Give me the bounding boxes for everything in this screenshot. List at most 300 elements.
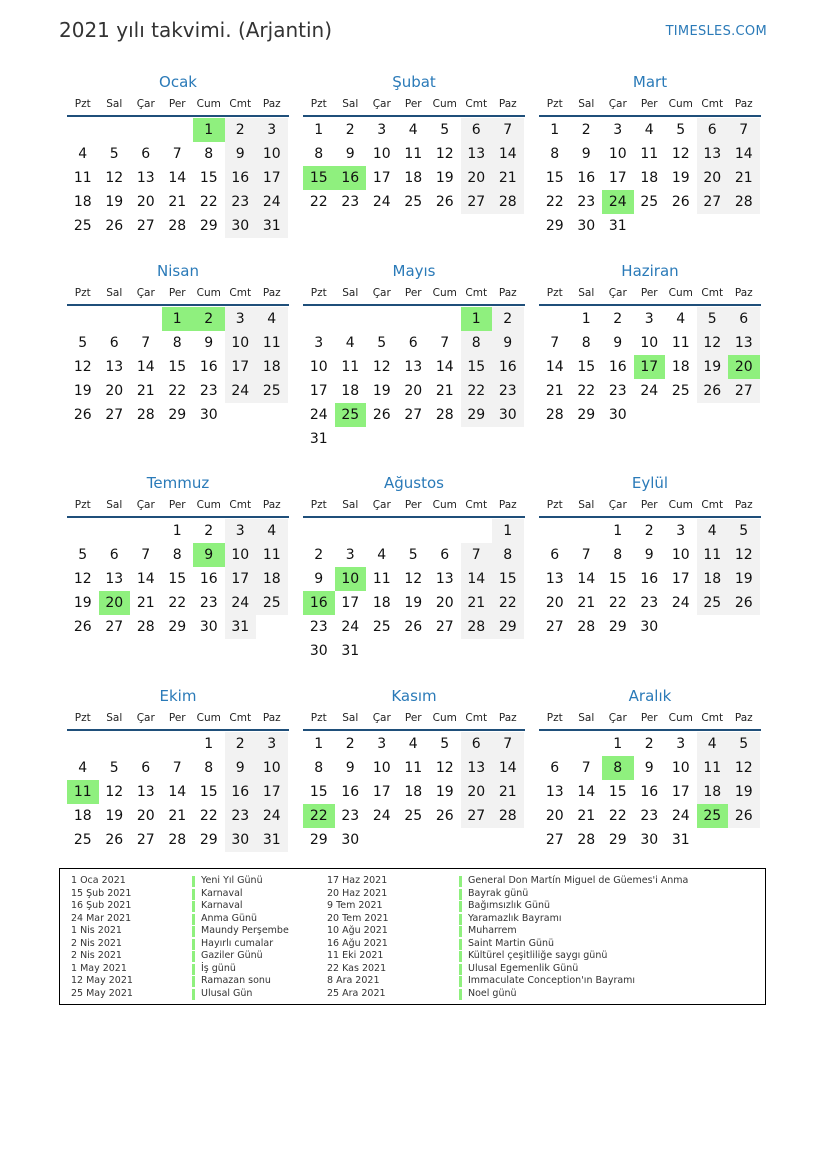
weekday-label: Per: [168, 499, 186, 511]
weekday-label: Per: [404, 712, 422, 724]
holiday-day-cell: 11: [67, 780, 99, 804]
day-grid: [303, 307, 525, 451]
day-cell: 15: [168, 571, 187, 587]
holiday-marker: [192, 976, 195, 987]
day-cell: 4: [256, 519, 288, 543]
day-cell: 23: [309, 619, 328, 635]
weekday-label: Paz: [734, 499, 753, 511]
day-cell: 26: [404, 619, 423, 635]
day-cell: 28: [728, 190, 760, 214]
day-cell: 13: [728, 331, 760, 355]
weekday-label: Sal: [342, 712, 359, 724]
day-cell: 8: [204, 760, 214, 776]
day-cell: 3: [225, 519, 257, 543]
day-cell: 11: [640, 146, 659, 162]
weekday-label: Cum: [432, 499, 457, 511]
day-cell: 9: [314, 571, 324, 587]
weekday-label: Cmt: [465, 712, 488, 724]
weekday-label: Paz: [262, 499, 281, 511]
empty-cell: [130, 118, 162, 142]
holiday-date: 1 May 2021: [71, 962, 127, 974]
day-cell: 15: [168, 359, 187, 375]
day-cell: 13: [105, 359, 124, 375]
day-cell: 8: [461, 331, 493, 355]
month-block: [67, 473, 289, 639]
day-cell: 3: [676, 736, 686, 752]
day-cell: 30: [492, 403, 524, 427]
day-cell: 1: [613, 736, 623, 752]
empty-cell: [335, 519, 367, 543]
day-cell: 19: [728, 567, 760, 591]
day-cell: 12: [372, 359, 391, 375]
day-cell: 9: [225, 142, 257, 166]
empty-cell: [162, 118, 194, 142]
weekday-label: Sal: [578, 287, 595, 299]
day-cell: 8: [204, 146, 214, 162]
day-cell: 11: [697, 756, 729, 780]
day-cell: 7: [440, 335, 450, 351]
empty-cell: [539, 732, 571, 756]
empty-cell: [67, 519, 99, 543]
weekday-label: Çar: [136, 499, 155, 511]
day-cell: 12: [435, 146, 454, 162]
holiday-name: General Don Martín Miguel de Güemes'i Anma: [468, 875, 689, 886]
day-cell: 19: [372, 383, 391, 399]
day-cell: 23: [608, 383, 627, 399]
day-cell: 29: [545, 218, 564, 234]
day-cell: 21: [577, 595, 596, 611]
month-name: Temmuz: [146, 474, 210, 492]
month-name: Ekim: [159, 687, 197, 705]
day-cell: 18: [697, 567, 729, 591]
holiday-marker: [192, 989, 195, 1000]
day-cell: 25: [372, 619, 391, 635]
day-cell: 12: [728, 543, 760, 567]
page-title: 2021 yılı takvimi. (Arjantin): [59, 18, 333, 42]
day-cell: 2: [225, 118, 257, 142]
day-cell: 17: [341, 595, 360, 611]
weekday-label: Pzt: [74, 287, 91, 299]
holiday-date: 2 Nis 2021: [71, 937, 122, 949]
day-cell: 28: [168, 218, 187, 234]
day-cell: 14: [545, 359, 564, 375]
weekday-label: Per: [404, 98, 422, 110]
holiday-day-cell: 1: [193, 118, 225, 142]
day-cell: 7: [581, 760, 591, 776]
day-grid: [303, 118, 525, 214]
day-cell: 20: [105, 383, 124, 399]
day-cell: 8: [581, 335, 591, 351]
weekday-label: Cum: [668, 287, 693, 299]
weekday-label: Paz: [262, 712, 281, 724]
holiday-row: [327, 988, 767, 1001]
empty-cell: [99, 519, 131, 543]
weekday-label: Cum: [668, 98, 693, 110]
holiday-date: 1 Nis 2021: [71, 925, 122, 936]
holiday-name: Karnaval: [201, 900, 243, 911]
holiday-name: Ulusal Egemenlik Günü: [468, 962, 579, 974]
day-cell: 16: [640, 571, 659, 587]
site-link[interactable]: TIMESLES.COM: [665, 24, 767, 39]
holiday-date: 25 May 2021: [71, 987, 133, 999]
day-cell: 3: [256, 732, 288, 756]
weekday-label: Çar: [136, 98, 155, 110]
weekday-label: Cum: [196, 287, 221, 299]
weekday-label: Cum: [196, 499, 221, 511]
holiday-day-cell: 1: [162, 307, 194, 331]
day-cell: 19: [728, 780, 760, 804]
weekday-label: Çar: [608, 499, 627, 511]
holiday-marker: [459, 951, 462, 962]
day-cell: 16: [640, 784, 659, 800]
weekday-label: Pzt: [310, 712, 327, 724]
day-cell: 7: [728, 118, 760, 142]
day-cell: 18: [372, 595, 391, 611]
day-cell: 7: [172, 760, 182, 776]
day-cell: 5: [408, 547, 418, 563]
day-cell: 24: [256, 190, 288, 214]
day-cell: 4: [676, 311, 686, 327]
day-cell: 26: [435, 808, 454, 824]
holiday-row: [327, 963, 767, 976]
month-name: Aralık: [628, 687, 672, 705]
holiday-name: Saint Martin Günü: [468, 937, 555, 949]
weekday-label: Cum: [196, 98, 221, 110]
day-cell: 10: [256, 756, 288, 780]
day-cell: 28: [168, 832, 187, 848]
day-cell: 28: [577, 832, 596, 848]
day-cell: 25: [404, 808, 423, 824]
day-cell: 17: [225, 567, 257, 591]
weekday-label: Sal: [578, 98, 595, 110]
day-cell: 3: [314, 335, 324, 351]
day-cell: 11: [697, 543, 729, 567]
holiday-name: Immaculate Conception'ın Bayramı: [468, 975, 636, 986]
day-cell: 21: [136, 383, 155, 399]
day-cell: 24: [372, 194, 391, 210]
month-block: [303, 72, 525, 214]
empty-cell: [67, 118, 99, 142]
day-cell: 22: [168, 595, 187, 611]
day-cell: 24: [256, 804, 288, 828]
day-cell: 2: [345, 736, 355, 752]
day-cell: 13: [435, 571, 454, 587]
day-cell: 16: [225, 780, 257, 804]
holiday-marker: [459, 889, 462, 900]
day-cell: 1: [492, 519, 524, 543]
empty-cell: [67, 732, 99, 756]
day-cell: 17: [225, 355, 257, 379]
day-grid: [67, 732, 289, 852]
day-cell: 16: [199, 359, 218, 375]
day-cell: 8: [172, 335, 182, 351]
day-cell: 28: [492, 190, 524, 214]
day-cell: 22: [608, 595, 627, 611]
holiday-date: 2 Nis 2021: [71, 950, 122, 961]
holiday-name: Ulusal Gün: [201, 987, 253, 999]
day-cell: 21: [728, 166, 760, 190]
weekday-label: Sal: [578, 712, 595, 724]
holiday-row: [327, 913, 767, 926]
day-grid: [539, 732, 761, 852]
day-cell: 7: [581, 547, 591, 563]
month-name: Şubat: [392, 73, 436, 91]
day-cell: 11: [404, 146, 423, 162]
weekday-label: Cum: [196, 712, 221, 724]
holiday-day-cell: 25: [335, 403, 367, 427]
day-cell: 24: [372, 808, 391, 824]
holiday-row: [327, 975, 767, 988]
day-cell: 27: [461, 190, 493, 214]
day-cell: 17: [372, 784, 391, 800]
day-cell: 17: [256, 780, 288, 804]
holiday-name: Ramazan sonu: [201, 975, 271, 986]
holiday-marker: [192, 914, 195, 925]
day-cell: 26: [697, 379, 729, 403]
day-cell: 27: [461, 804, 493, 828]
day-cell: 19: [671, 170, 690, 186]
day-cell: 14: [577, 571, 596, 587]
day-cell: 11: [404, 760, 423, 776]
day-cell: 17: [608, 170, 627, 186]
day-cell: 1: [172, 523, 182, 539]
day-cell: 21: [136, 595, 155, 611]
day-cell: 6: [408, 335, 418, 351]
day-cell: 15: [199, 784, 218, 800]
holiday-marker: [192, 926, 195, 937]
day-cell: 9: [225, 756, 257, 780]
day-cell: 9: [644, 760, 654, 776]
day-cell: 4: [377, 547, 387, 563]
day-cell: 24: [309, 407, 328, 423]
day-cell: 19: [105, 808, 124, 824]
day-cell: 17: [671, 571, 690, 587]
day-cell: 28: [136, 619, 155, 635]
day-cell: 2: [613, 311, 623, 327]
weekday-label: Cum: [432, 712, 457, 724]
day-cell: 23: [341, 194, 360, 210]
day-cell: 9: [345, 146, 355, 162]
day-cell: 26: [73, 619, 92, 635]
month-block: [67, 72, 289, 238]
day-cell: 1: [204, 736, 214, 752]
day-cell: 12: [105, 784, 124, 800]
holiday-name: Maundy Perşembe: [201, 925, 289, 936]
day-cell: 9: [345, 760, 355, 776]
day-cell: 8: [550, 146, 560, 162]
day-cell: 10: [225, 543, 257, 567]
holiday-name: Hayırlı cumalar: [201, 937, 274, 949]
day-cell: 7: [550, 335, 560, 351]
weekday-label: Cmt: [465, 287, 488, 299]
day-cell: 23: [492, 379, 524, 403]
day-cell: 27: [136, 832, 155, 848]
empty-cell: [99, 732, 131, 756]
day-cell: 22: [545, 194, 564, 210]
month-block: [67, 686, 289, 852]
day-cell: 28: [492, 804, 524, 828]
empty-cell: [99, 118, 131, 142]
day-cell: 29: [608, 619, 627, 635]
weekday-label: Çar: [372, 98, 391, 110]
holiday-row: [327, 950, 767, 963]
day-cell: 2: [644, 736, 654, 752]
day-cell: 6: [109, 547, 119, 563]
day-cell: 2: [345, 122, 355, 138]
day-grid: [67, 519, 289, 639]
day-cell: 22: [199, 194, 218, 210]
day-cell: 15: [608, 571, 627, 587]
weekday-header: [303, 497, 525, 518]
day-cell: 2: [492, 307, 524, 331]
month-name: Haziran: [621, 262, 679, 280]
day-cell: 19: [435, 170, 454, 186]
empty-cell: [67, 307, 99, 331]
holiday-marker: [192, 964, 195, 975]
holiday-date: 24 Mar 2021: [71, 912, 132, 924]
day-cell: 1: [613, 523, 623, 539]
day-cell: 18: [671, 359, 690, 375]
day-cell: 4: [644, 122, 654, 138]
weekday-label: Sal: [342, 499, 359, 511]
weekday-header: [303, 285, 525, 306]
weekday-label: Çar: [372, 287, 391, 299]
day-cell: 30: [640, 619, 659, 635]
month-name: Mayıs: [392, 262, 436, 280]
day-cell: 5: [728, 732, 760, 756]
day-cell: 14: [728, 142, 760, 166]
day-cell: 12: [671, 146, 690, 162]
day-cell: 30: [225, 828, 257, 852]
day-cell: 4: [697, 519, 729, 543]
holiday-marker: [192, 876, 195, 887]
weekday-header: [539, 285, 761, 306]
day-cell: 11: [256, 331, 288, 355]
day-cell: 22: [199, 808, 218, 824]
month-name: Mart: [632, 73, 668, 91]
day-cell: 20: [461, 780, 493, 804]
day-cell: 2: [644, 523, 654, 539]
day-cell: 6: [141, 146, 151, 162]
day-grid: [539, 118, 761, 238]
day-cell: 2: [314, 547, 324, 563]
day-cell: 23: [640, 808, 659, 824]
day-cell: 10: [256, 142, 288, 166]
weekday-header: [539, 710, 761, 731]
day-cell: 18: [256, 355, 288, 379]
empty-cell: [130, 307, 162, 331]
day-cell: 24: [341, 619, 360, 635]
holiday-day-cell: 16: [303, 591, 335, 615]
holiday-name: Yeni Yıl Günü: [201, 875, 263, 886]
day-cell: 6: [141, 760, 151, 776]
holiday-day-cell: 20: [99, 591, 131, 615]
day-cell: 12: [404, 571, 423, 587]
day-cell: 16: [341, 784, 360, 800]
day-cell: 29: [168, 619, 187, 635]
day-cell: 4: [78, 146, 88, 162]
day-cell: 13: [461, 142, 493, 166]
weekday-label: Çar: [608, 98, 627, 110]
day-cell: 14: [168, 784, 187, 800]
day-cell: 7: [172, 146, 182, 162]
weekday-label: Çar: [136, 287, 155, 299]
weekday-label: Cum: [432, 98, 457, 110]
day-cell: 27: [105, 619, 124, 635]
day-cell: 17: [256, 166, 288, 190]
day-cell: 5: [78, 547, 88, 563]
day-cell: 21: [492, 166, 524, 190]
day-cell: 16: [577, 170, 596, 186]
empty-cell: [429, 519, 461, 543]
day-cell: 26: [372, 407, 391, 423]
day-cell: 14: [136, 571, 155, 587]
day-cell: 30: [225, 214, 257, 238]
holiday-name: Karnaval: [201, 887, 243, 899]
day-cell: 26: [671, 194, 690, 210]
weekday-label: Paz: [734, 98, 753, 110]
holiday-day-cell: 15: [303, 166, 335, 190]
day-cell: 31: [341, 643, 360, 659]
weekday-label: Paz: [498, 287, 517, 299]
day-cell: 7: [461, 543, 493, 567]
day-cell: 4: [78, 760, 88, 776]
day-cell: 21: [168, 194, 187, 210]
holiday-marker: [192, 951, 195, 962]
day-cell: 22: [168, 383, 187, 399]
holiday-row: [327, 900, 767, 913]
weekday-label: Per: [404, 287, 422, 299]
weekday-label: Cmt: [229, 712, 252, 724]
day-cell: 11: [256, 543, 288, 567]
day-cell: 4: [697, 732, 729, 756]
day-cell: 18: [404, 784, 423, 800]
day-cell: 15: [545, 170, 564, 186]
day-cell: 21: [168, 808, 187, 824]
weekday-label: Cmt: [229, 98, 252, 110]
day-cell: 13: [697, 142, 729, 166]
day-cell: 19: [73, 383, 92, 399]
holiday-marker: [459, 876, 462, 887]
weekday-label: Paz: [734, 712, 753, 724]
day-cell: 9: [644, 547, 654, 563]
month-block: [303, 261, 525, 451]
day-cell: 20: [404, 383, 423, 399]
day-cell: 28: [435, 407, 454, 423]
day-cell: 20: [545, 595, 564, 611]
holiday-day-cell: 25: [697, 804, 729, 828]
day-cell: 12: [73, 571, 92, 587]
day-cell: 9: [613, 335, 623, 351]
day-cell: 3: [613, 122, 623, 138]
day-cell: 14: [492, 756, 524, 780]
day-cell: 18: [697, 780, 729, 804]
day-cell: 3: [676, 523, 686, 539]
day-cell: 10: [671, 760, 690, 776]
weekday-label: Pzt: [74, 499, 91, 511]
day-cell: 9: [204, 335, 214, 351]
day-cell: 16: [608, 359, 627, 375]
weekday-label: Paz: [262, 98, 281, 110]
empty-cell: [366, 307, 398, 331]
weekday-label: Sal: [578, 499, 595, 511]
holiday-date: 22 Kas 2021: [327, 962, 387, 974]
day-cell: 21: [461, 591, 493, 615]
day-cell: 28: [461, 615, 493, 639]
day-cell: 24: [671, 808, 690, 824]
day-cell: 22: [309, 194, 328, 210]
empty-cell: [162, 732, 194, 756]
